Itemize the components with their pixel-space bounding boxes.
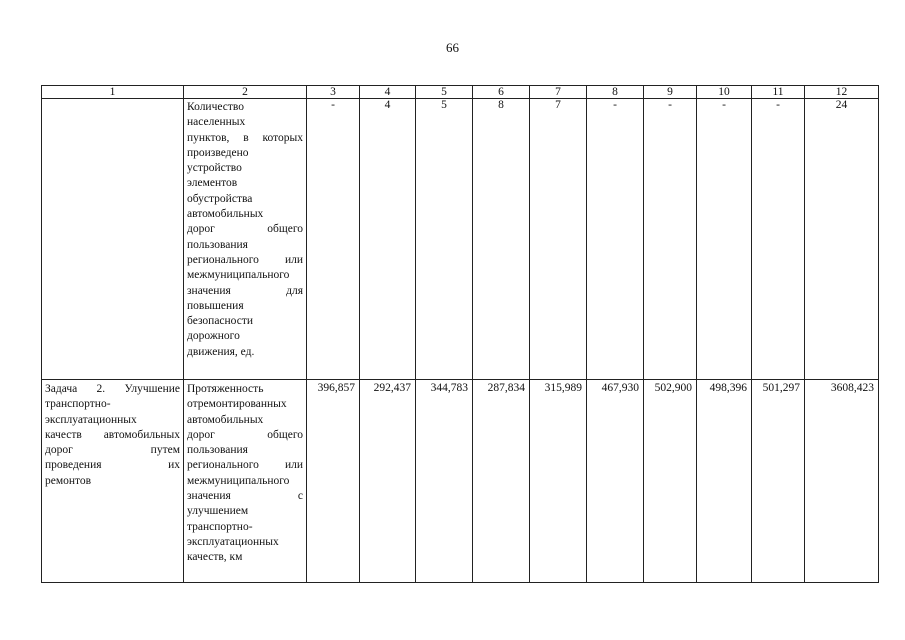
column-header: 4 <box>360 86 416 99</box>
value-cell: 4 <box>360 99 416 380</box>
text-line: автомобильных <box>187 413 264 426</box>
text-line: населенных <box>187 116 246 129</box>
table-header-row <box>42 86 879 99</box>
value-cell: 396,857 <box>307 380 360 583</box>
text-line: регионального или <box>187 459 303 472</box>
task-cell <box>42 99 184 380</box>
text-line: проведения их <box>45 459 180 472</box>
text-line: повышения <box>187 299 244 312</box>
value-cell: - <box>697 99 752 380</box>
indicator-cell <box>184 99 307 380</box>
column-header: 7 <box>530 86 587 99</box>
value-cell: 24 <box>805 99 879 380</box>
value-cell: - <box>644 99 697 380</box>
value-cell: 315,989 <box>530 380 587 583</box>
column-header: 12 <box>805 86 879 99</box>
column-header: 6 <box>473 86 530 99</box>
text-line: пользования <box>187 444 248 457</box>
column-header: 9 <box>644 86 697 99</box>
column-header: 8 <box>587 86 644 99</box>
text-line: элементов <box>187 177 238 190</box>
text-line: значения для <box>187 284 303 297</box>
text-line: дорог общего <box>187 428 303 441</box>
text-line: транспортно- <box>187 520 253 533</box>
page-number: 66 <box>446 40 459 55</box>
indicator-cell <box>184 380 307 583</box>
column-header: 5 <box>416 86 473 99</box>
value-cell: 3608,423 <box>805 380 879 583</box>
text-line: регионального или <box>187 253 303 266</box>
text-line: безопасности <box>187 315 254 328</box>
text-line: Задача 2. Улучшение <box>45 383 180 395</box>
text-line: межмуниципального <box>187 269 290 282</box>
column-header: 10 <box>697 86 752 99</box>
text-line: пользования <box>187 238 248 251</box>
value-cell: 467,930 <box>587 380 644 583</box>
task-cell <box>42 380 184 583</box>
text-line: межмуниципального <box>187 474 290 487</box>
text-line: дорог путем <box>45 444 180 457</box>
text-line: значения с <box>187 490 303 503</box>
text-line: дорожного <box>187 330 240 343</box>
text-line: произведено <box>187 146 249 159</box>
value-cell: 287,834 <box>473 380 530 583</box>
text-line: устройство <box>187 162 242 175</box>
text-line: Количество <box>187 101 244 113</box>
text-line: пунктов, в которых <box>187 131 303 144</box>
column-header: 1 <box>42 86 184 99</box>
value-cell: 498,396 <box>697 380 752 583</box>
text-line: автомобильных <box>187 208 264 221</box>
text-line: транспортно- <box>45 398 111 411</box>
value-cell: 502,900 <box>644 380 697 583</box>
value-cell: - <box>587 99 644 380</box>
value-cell: - <box>752 99 805 380</box>
value-cell: 292,437 <box>360 380 416 583</box>
indicators-table <box>41 85 879 583</box>
text-line: эксплуатационных <box>45 413 137 426</box>
table-row <box>42 99 879 380</box>
text-line: улучшением <box>187 505 249 518</box>
column-header: 3 <box>307 86 360 99</box>
value-cell: 8 <box>473 99 530 380</box>
text-line: ремонтов <box>45 474 92 487</box>
text-line: обустройства <box>187 192 253 205</box>
value-cell: 5 <box>416 99 473 380</box>
value-cell: 501,297 <box>752 380 805 583</box>
column-header: 11 <box>752 86 805 99</box>
text-line: движения, ед. <box>187 345 255 358</box>
text-line: качеств автомобильных <box>45 428 180 441</box>
column-header: 2 <box>184 86 307 99</box>
value-cell: 344,783 <box>416 380 473 583</box>
table-row <box>42 380 879 583</box>
text-line: эксплуатационных <box>187 535 279 548</box>
text-line: Протяженность <box>187 383 264 395</box>
text-line: отремонтированных <box>187 398 287 411</box>
text-line: качеств, км <box>187 551 243 564</box>
text-line: дорог общего <box>187 223 303 236</box>
value-cell: 7 <box>530 99 587 380</box>
value-cell: - <box>307 99 360 380</box>
